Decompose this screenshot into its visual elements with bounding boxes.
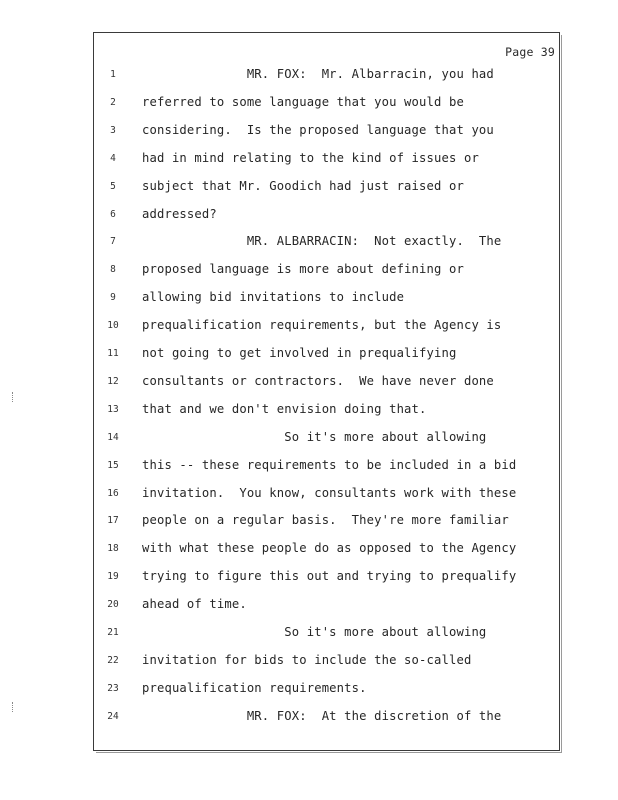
line-number: 11 <box>107 348 119 359</box>
line-text: MR. ALBARRACIN: Not exactly. The <box>142 234 502 249</box>
line-number: 24 <box>107 710 119 722</box>
transcript-line <box>94 262 559 284</box>
transcript-line <box>94 67 559 89</box>
line-text: ahead of time. <box>142 597 247 612</box>
margin-scan-mark <box>12 392 15 402</box>
transcript-line <box>94 458 559 480</box>
line-text: invitation for bids to include the so-called <box>142 652 472 667</box>
transcript-line <box>94 123 559 145</box>
line-number: 15 <box>107 459 119 471</box>
line-text: with what these people do as opposed to the Agency <box>142 541 517 556</box>
line-number: 20 <box>107 599 119 611</box>
margin-scan-mark <box>12 702 15 712</box>
line-number: 16 <box>107 487 119 499</box>
transcript-line <box>94 374 559 396</box>
transcript-page <box>93 32 560 751</box>
line-text: that and we don't envision doing that. <box>142 401 427 416</box>
line-text: people on a regular basis. They're more familiar <box>142 513 509 528</box>
line-number: 17 <box>107 515 119 527</box>
transcript-line <box>94 569 559 591</box>
line-text: this -- these requirements to be included in a bid <box>142 457 517 472</box>
line-text: So it's more about allowing <box>142 625 487 639</box>
transcript-line <box>94 625 559 647</box>
transcript-line <box>94 653 559 675</box>
line-text: referred to some language that you would be <box>142 94 464 109</box>
line-number: 5 <box>110 180 116 192</box>
transcript-line <box>94 681 559 703</box>
line-text: trying to figure this out and trying to prequalify <box>142 569 517 584</box>
line-text: not going to get involved in prequalifying <box>142 346 457 360</box>
transcript-line <box>94 151 559 173</box>
line-text: MR. FOX: At the discretion of the <box>142 708 502 723</box>
line-number: 4 <box>110 152 116 164</box>
line-number: 14 <box>107 431 119 443</box>
line-text: considering. Is the proposed language that you <box>142 122 494 137</box>
line-number: 23 <box>107 682 119 694</box>
line-number: 18 <box>107 543 119 555</box>
line-number: 22 <box>107 654 119 666</box>
line-number: 8 <box>110 264 116 276</box>
line-text: MR. FOX: Mr. Albarracin, you had <box>142 67 494 81</box>
line-number: 3 <box>110 124 116 136</box>
line-text: proposed language is more about defining or <box>142 262 464 277</box>
line-number: 6 <box>110 208 116 220</box>
transcript-line <box>94 486 559 508</box>
line-number: 19 <box>107 571 119 583</box>
transcript-line <box>94 95 559 117</box>
transcript-line <box>94 597 559 619</box>
transcript-line <box>94 513 559 535</box>
line-number: 13 <box>107 403 119 415</box>
transcript-line <box>94 290 559 312</box>
line-text: prequalification requirements. <box>142 680 367 695</box>
transcript-line <box>94 402 559 424</box>
transcript-line <box>94 179 559 201</box>
line-number: 9 <box>110 292 116 304</box>
line-text: addressed? <box>142 206 217 221</box>
line-text: had in mind relating to the kind of issues or <box>142 150 479 165</box>
transcript-line <box>94 318 559 340</box>
line-text: consultants or contractors. We have never done <box>142 373 494 388</box>
transcript-line <box>94 541 559 563</box>
transcript-line <box>94 430 559 452</box>
line-text: allowing bid invitations to include <box>142 290 405 305</box>
transcript-line <box>94 207 559 229</box>
line-number: 7 <box>110 236 116 248</box>
transcript-line <box>94 709 559 731</box>
line-number: 21 <box>107 627 119 638</box>
transcript-line <box>94 346 559 368</box>
line-number: 10 <box>107 320 119 332</box>
line-text: prequalification requirements, but the Agency is <box>142 318 502 333</box>
line-text: So it's more about allowing <box>142 429 487 444</box>
transcript-body <box>94 33 559 750</box>
transcript-line <box>94 234 559 256</box>
line-text: subject that Mr. Goodich had just raised or <box>142 178 464 193</box>
line-number: 2 <box>110 96 116 108</box>
line-text: invitation. You know, consultants work with these <box>142 485 517 500</box>
line-number: 1 <box>110 69 116 80</box>
page-number: Page 39 <box>505 45 555 59</box>
line-number: 12 <box>107 375 119 387</box>
